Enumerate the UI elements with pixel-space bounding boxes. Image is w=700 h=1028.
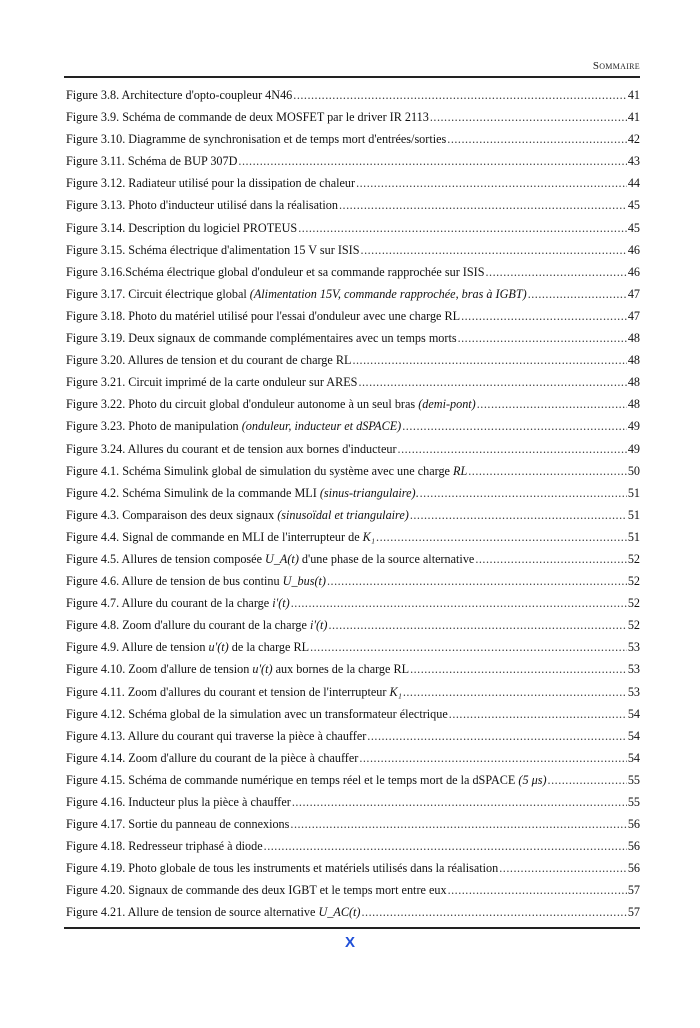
entry-text: Figure 4.14. Zoom d'allure du courant de la pièce à chauffer [66,750,359,765]
toc-entry-label [66,150,237,172]
dot-leader [398,438,627,460]
entry-text: Figure 4.15. Schéma de commande numérique en temps réel et le temps mort de la dSPACE [66,772,519,787]
toc-entry-page: 48 [627,353,640,368]
entry-italic-text: (demi-pont) [418,397,476,412]
dot-leader [361,901,626,923]
entry-text: Figure 3.16.Schéma électrique global d'onduleur et sa commande rapprochée sur ISIS [66,264,485,279]
toc-entry-page: 43 [627,154,640,169]
toc-entry-label [66,681,402,703]
list-of-figures [66,84,640,924]
toc-entry[interactable] [66,769,640,791]
toc-entry-page: 46 [627,264,640,279]
toc-entry-label [66,857,498,879]
toc-entry-page: 57 [627,905,640,920]
dot-leader [468,460,627,482]
dot-leader [339,194,627,216]
toc-entry-page: 47 [627,286,640,301]
dot-leader [291,592,627,614]
toc-entry-page: 56 [627,817,640,832]
toc-entry[interactable] [66,813,640,835]
toc-entry-page: 55 [627,772,640,787]
header-rule [64,76,640,78]
entry-text: Figure 3.15. Schéma électrique d'alimentation 15 V sur ISIS [66,242,360,257]
dot-leader [458,327,627,349]
toc-entry-page: 56 [627,839,640,854]
toc-entry[interactable] [66,460,640,482]
entry-text: Figure 4.17. Sortie du panneau de connexions [66,817,290,832]
toc-entry[interactable] [66,504,640,526]
toc-entry-page: 52 [627,574,640,589]
toc-entry-label [66,482,419,504]
entry-text: Figure 4.18. Redresseur triphasé à diode [66,839,263,854]
toc-entry-page: 53 [627,640,640,655]
entry-suffix-text: d'une phase de la source alternative [298,551,475,566]
dot-leader [477,393,627,415]
toc-entry-label [66,703,448,725]
toc-entry[interactable] [66,614,640,636]
toc-entry-page: 50 [627,463,640,478]
dot-leader [292,791,627,813]
entry-text: Figure 4.20. Signaux de commande des deux IGBT et le temps mort entre eux [66,883,447,898]
dot-leader [327,570,627,592]
toc-entry-label [66,592,290,614]
toc-entry-page: 45 [627,198,640,213]
toc-entry[interactable] [66,725,640,747]
dot-leader [238,150,626,172]
toc-entry-page: 56 [627,861,640,876]
entry-text: Figure 3.13. Photo d'inducteur utilisé dans la réalisation [66,198,338,213]
entry-italic-text: U_AC(t) [318,905,361,920]
toc-entry[interactable] [66,239,640,261]
toc-entry-label [66,769,547,791]
toc-entry-label [66,879,447,901]
entry-italic-text: u'(t) [208,640,229,655]
toc-entry[interactable] [66,901,640,923]
toc-entry-label [66,371,357,393]
toc-entry-label [66,305,460,327]
toc-entry-page: 46 [627,242,640,257]
toc-entry[interactable] [66,172,640,194]
dot-leader [528,283,627,305]
toc-entry-label [66,658,409,680]
toc-entry[interactable] [66,327,640,349]
toc-entry-page: 57 [627,883,640,898]
toc-entry-page: 54 [627,728,640,743]
toc-entry-page: 49 [627,419,640,434]
toc-entry[interactable] [66,393,640,415]
entry-text: Figure 3.20. Allures de tension et du courant de charge RL [66,353,352,368]
toc-entry-page: 41 [627,110,640,125]
dot-leader [359,747,626,769]
entry-text: Figure 3.8. Architecture d'opto-coupleur 4N46 [66,88,293,102]
entry-text: Figure 3.11. Schéma de BUP 307D [66,154,238,169]
dot-leader [410,658,627,680]
entry-text: Figure 4.12. Schéma global de la simulation avec un transformateur électrique [66,706,448,721]
page-number: X [344,934,355,951]
entry-text: Figure 4.6. Allure de tension de bus continu [66,574,283,589]
toc-entry-label [66,128,446,150]
toc-entry-page: 54 [627,706,640,721]
entry-italic-text: U_bus(t) [282,574,326,589]
toc-entry[interactable] [66,482,640,504]
entry-text: Figure 3.12. Radiateur utilisé pour la dissipation de chaleur [66,176,356,191]
entry-text: Figure 3.17. Circuit électrique global [66,286,250,301]
entry-text: Figure 4.21. Allure de tension de source alternative [66,905,319,920]
entry-text: Figure 3.23. Photo de manipulation [66,419,242,434]
entry-italic-text: K₁ [362,529,376,544]
toc-entry-page: 53 [627,662,640,677]
toc-entry-page: 52 [627,596,640,611]
dot-leader [447,128,627,150]
entry-text: Figure 3.10. Diagramme de synchronisation et de temps mort d'entrées/sorties [66,132,447,147]
toc-entry[interactable] [66,84,640,106]
entry-text: Figure 4.11. Zoom d'allures du courant et tension de l'interrupteur [66,684,390,699]
footer-rule [64,927,640,929]
toc-entry-page: 51 [627,507,640,522]
toc-entry-page: 47 [627,308,640,323]
toc-entry[interactable] [66,217,640,239]
toc-entry-page: 45 [627,220,640,235]
dot-leader [403,681,627,703]
dot-leader [548,769,627,791]
toc-entry-page: 52 [627,618,640,633]
entry-italic-text: u'(t) [252,662,273,677]
toc-entry-label [66,217,297,239]
entry-text: Figure 3.24. Allures du courant et de tension aux bornes d'inducteur [66,441,397,456]
entry-italic-text: (5 μs) [518,772,547,787]
toc-entry[interactable] [66,592,640,614]
entry-text: Figure 3.19. Deux signaux de commande complémentaires avec un temps morts [66,331,457,346]
toc-entry[interactable] [66,835,640,857]
dot-leader [449,703,627,725]
dot-leader [485,261,626,283]
toc-entry-label [66,84,292,106]
toc-entry-label [66,327,457,349]
toc-entry-label [66,194,338,216]
toc-entry-label [66,283,527,305]
entry-italic-text: U_A(t) [265,551,299,566]
dot-leader [402,415,627,437]
toc-entry-label [66,526,375,548]
entry-text: Figure 4.7. Allure du courant de la charge [66,596,273,611]
entry-suffix-text: aux bornes de la charge RL [272,662,410,677]
toc-entry-label [66,415,401,437]
toc-entry[interactable] [66,261,640,283]
dot-leader [499,857,627,879]
entry-text: Figure 3.22. Photo du circuit global d'onduleur autonome à un seul bras [66,397,419,412]
toc-entry[interactable] [66,791,640,813]
entry-text: Figure 4.10. Zoom d'allure de tension [66,662,253,677]
toc-entry-page: 42 [627,132,640,147]
dot-leader [298,217,627,239]
entry-text: Figure 3.14. Description du logiciel PROTEUS [66,220,298,235]
entry-text: Figure 3.9. Schéma de commande de deux MOSFET par le driver IR 2113 [66,110,429,125]
dot-leader [475,548,626,570]
toc-entry-label [66,835,263,857]
toc-entry-page: 51 [627,529,640,544]
toc-entry[interactable] [66,636,640,658]
toc-entry-page: 41 [627,88,640,102]
toc-entry[interactable] [66,305,640,327]
toc-entry-page: 51 [627,485,640,500]
toc-entry[interactable] [66,703,640,725]
toc-entry[interactable] [66,438,640,460]
toc-entry[interactable] [66,570,640,592]
entry-italic-text: (sinusoïdal et triangulaire) [277,507,409,522]
entry-italic-text: (sinus-triangulaire) [319,485,416,500]
toc-entry-page: 48 [627,397,640,412]
toc-entry-label [66,791,291,813]
toc-entry-label [66,349,351,371]
dot-leader [361,239,627,261]
dot-leader [420,482,627,504]
toc-entry-page: 54 [627,750,640,765]
dot-leader [430,106,627,128]
toc-entry[interactable] [66,548,640,570]
entry-suffix-text: . [415,485,419,500]
entry-text: Figure 4.2. Schéma Simulink de la commande MLI [66,485,320,500]
toc-entry-page: 55 [627,795,640,809]
dot-leader [356,172,627,194]
toc-entry-label [66,570,326,592]
toc-entry[interactable] [66,879,640,901]
entry-italic-text: i'(t) [272,596,290,611]
entry-italic-text: K₁ [389,684,402,699]
toc-entry-label [66,438,397,460]
entry-text: Figure 4.9. Allure de tension [66,640,209,655]
dot-leader [358,371,626,393]
dot-leader [410,504,627,526]
entry-italic-text: (onduleur, inducteur et dSPACE) [241,419,402,434]
toc-entry-page: 48 [627,375,640,390]
toc-entry-label [66,239,360,261]
toc-entry[interactable] [66,857,640,879]
dot-leader [352,349,626,371]
dot-leader [290,813,626,835]
toc-entry-label [66,636,309,658]
dot-leader [376,526,627,548]
dot-leader [328,614,626,636]
toc-entry[interactable] [66,128,640,150]
entry-suffix-text: de la charge RL [228,640,310,655]
dot-leader [264,835,627,857]
toc-entry-page: 52 [627,551,640,566]
entry-italic-text: (Alimentation 15V, commande rapprochée, bras à IGBT) [249,286,527,301]
toc-entry-page: 44 [627,176,640,191]
toc-entry-label [66,106,429,128]
toc-entry-label [66,460,467,482]
entry-text: Figure 4.19. Photo globale de tous les instruments et matériels utilisés dans la réalisation [66,861,499,876]
toc-entry[interactable] [66,658,640,680]
entry-text: Figure 4.16. Inducteur plus la pièce à chauffer [66,795,291,809]
toc-entry-label [66,393,476,415]
toc-entry-label [66,614,327,636]
toc-entry-page: 48 [627,331,640,346]
toc-entry-label [66,504,409,526]
toc-entry[interactable] [66,681,640,703]
toc-entry[interactable] [66,150,640,172]
dot-leader [461,305,627,327]
toc-entry[interactable] [66,283,640,305]
entry-text: Figure 4.3. Comparaison des deux signaux [66,507,278,522]
toc-entry[interactable] [66,371,640,393]
entry-italic-text: RL [453,463,468,478]
toc-entry-label [66,172,355,194]
toc-entry-page: 49 [627,441,640,456]
entry-text: Figure 4.13. Allure du courant qui traverse la pièce à chauffer [66,728,367,743]
entry-text: Figure 3.18. Photo du matériel utilisé pour l'essai d'onduleur avec une charge RL [66,308,461,323]
dot-leader [448,879,627,901]
toc-entry[interactable] [66,106,640,128]
toc-entry-label [66,813,289,835]
toc-entry[interactable] [66,415,640,437]
entry-text: Figure 3.21. Circuit imprimé de la carte onduleur sur ARES [66,375,358,390]
toc-entry[interactable] [66,194,640,216]
toc-entry[interactable] [66,747,640,769]
dot-leader [367,725,627,747]
toc-entry-label [66,725,366,747]
entry-text: Figure 4.4. Signal de commande en MLI de l'interrupteur de [66,529,363,544]
entry-text: Figure 4.8. Zoom d'allure du courant de la charge [66,618,310,633]
toc-entry[interactable] [66,526,640,548]
toc-entry-label [66,901,360,923]
toc-entry-label [66,548,474,570]
entry-italic-text: i'(t) [309,618,328,633]
running-header-title: Sommaire [592,60,640,72]
toc-entry-label [66,261,484,283]
entry-text: Figure 4.1. Schéma Simulink global de simulation du système avec une charge [66,463,453,478]
toc-entry-label [66,747,358,769]
dot-leader [293,84,627,106]
dot-leader [310,636,627,658]
toc-entry-page: 53 [627,684,640,699]
toc-entry[interactable] [66,349,640,371]
entry-text: Figure 4.5. Allures de tension composée [66,551,266,566]
